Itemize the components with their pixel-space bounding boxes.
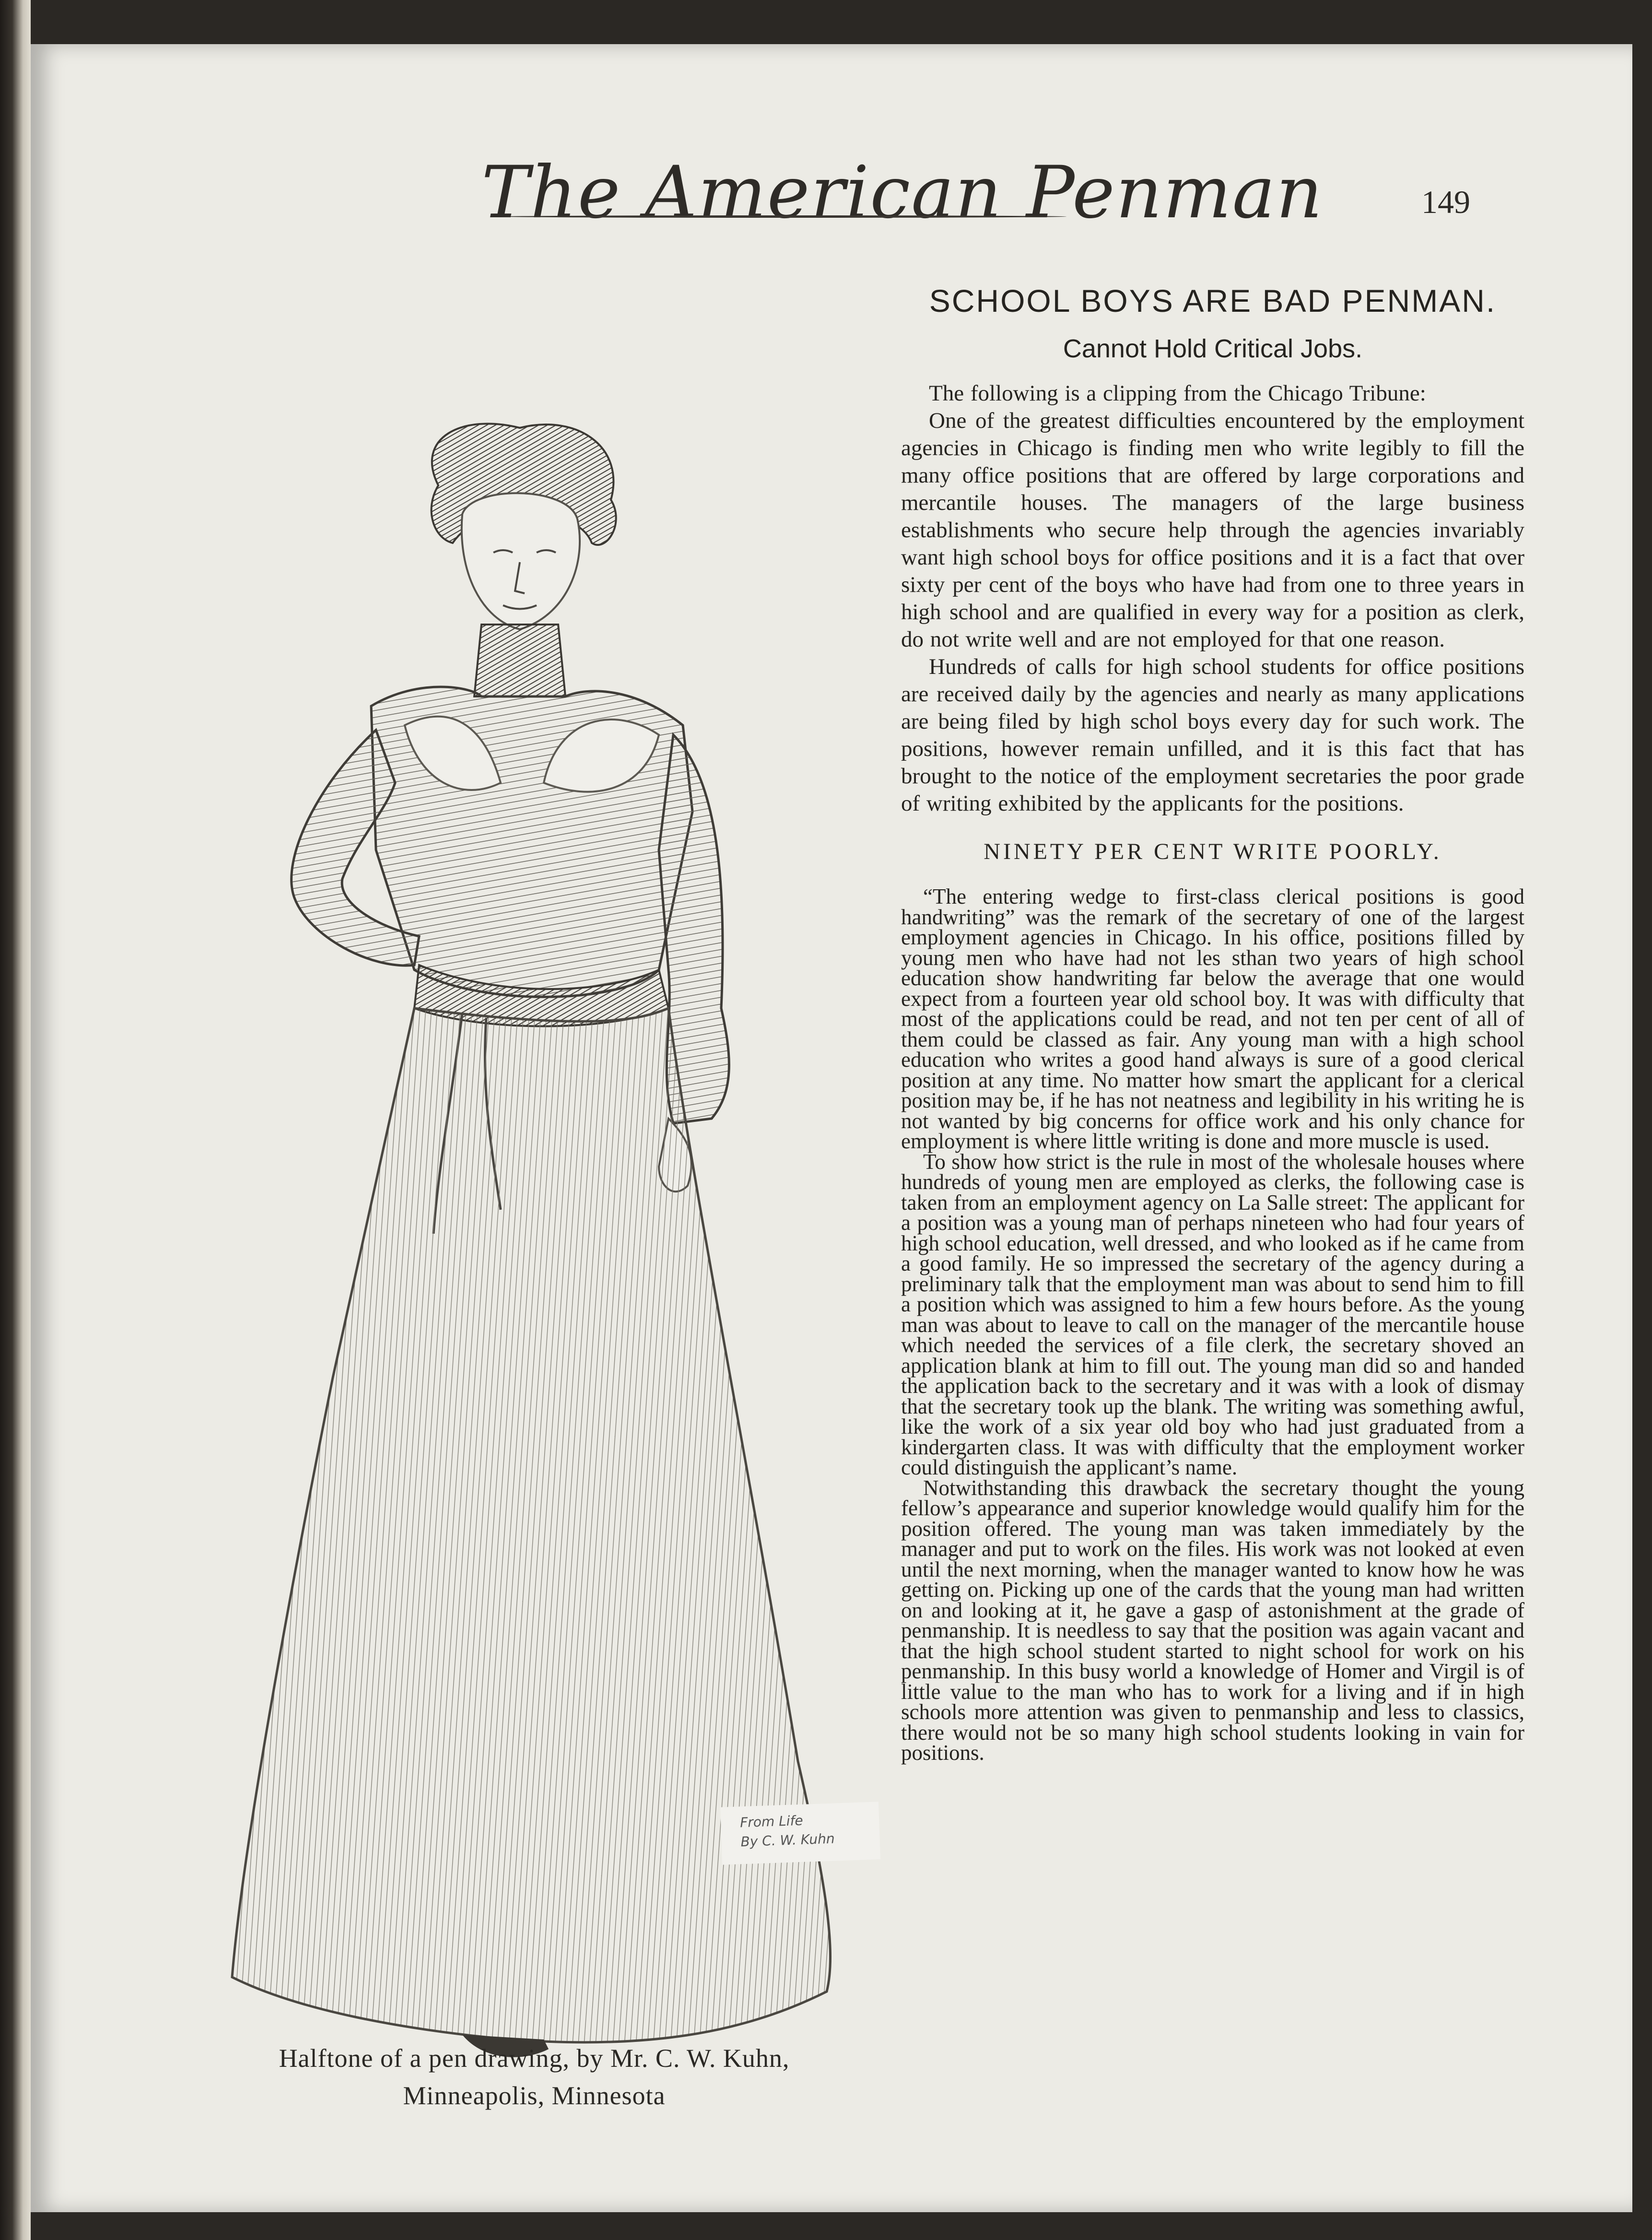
collar (474, 625, 565, 696)
article-subtitle: Cannot Hold Critical Jobs. (1063, 334, 1363, 363)
skirt (232, 1008, 831, 2042)
book-spine (0, 0, 31, 2240)
article-title: SCHOOL BOYS ARE BAD PENMAN. (929, 283, 1497, 318)
masthead-logo: The American Penman (481, 140, 1095, 246)
magazine-page (31, 44, 1632, 2212)
artist-signature: From Life By C. W. Kuhn (720, 1802, 880, 1864)
figure-caption (175, 2040, 894, 2114)
caption-line-1: Halftone of a pen drawing, by Mr. C. W. Kuhn, (279, 2044, 790, 2073)
intro-paragraph: One of the greatest difficulties encountered by the employment agencies in Chicago is finding men who write legibly to fill the many office positions that are offered by large corporations and mercantile houses. The managers of the large business establishments who secure help through the agencies invariably want high school boys for office positions and it is a fact that over sixty per cent of the boys who have had from one to three years in high school and are qualified in every way for a position as clerk, do not write well and are not employed for that one reason. (901, 408, 1524, 652)
page-number: 149 (1421, 184, 1470, 220)
body-paragraph: To show how strict is the rule in most of the wholesale houses where hundreds of young men are employed as clerks, the following case is taken from an employment agency on La Salle street: The applicant for a position was a young man of perhaps nineteen who had four years of high school education, well dressed, and who looked as if he came from a good family. He so impressed the secretary of the agency during a preliminary talk that the employment man was about to send him to fill a position which was assigned to him a few hours before. As the young man was about to leave to call on the manager of the mercantile house which needed the services of a file clerk, the secretary shoved an application blank at him to fill out. The young man did so and handed the application back to the secretary and it was with a look of dismay that the secretary took up the blank. The writing was something awful, like the work of a six year old boy who had just graduated from a kindergarten class. It was with difficulty that the employment worker could distinguish the applicant’s name. (901, 1149, 1524, 1479)
body-paragraph: “The entering wedge to first-class clerical positions is good handwriting” was the remark of the secretary of one of the largest employment agencies in Chicago. In his office, positions filled by young men who have had not les sthan two years of high school education show handwriting far below the average that one would expect from a fourteen year old school boy. It was with difficulty that most of the applications could be read, and not ten per cent of all of them could be classed as fair. Any young man with a high school education who writes a good hand always is sure of a good clerical position at any time. No matter how smart the applicant for a clerical position may be, if he has not neatness and legibility in his writing he is not wanted by big concerns for office work and his only chance for employment is where little writing is done and more muscle is used. (901, 884, 1524, 1153)
body-paragraph: Notwithstanding this drawback the secretary thought the young fellow’s appearance and superior knowledge would qualify him for the position offered. The young man was taken immediately by the manager and put to work on the files. His work was not looked at even until the next morning, when the manager wanted to know how he was getting on. Picking up one of the cards that the young man had written on and looking at it, he gave a gasp of astonishment at the grade of penmanship. It is needless to say that the position was again vacant and that the high school student started to night school for work on his penmanship. In this busy world a knowledge of Homer and Virgil is of little value to the man who has to work for a living and if in high schools more attention was given to penmanship and less to classics, there would not be so many high school students looking in vain for positions. (901, 1475, 1524, 1765)
intro-paragraph: Hundreds of calls for high school students for office positions are received daily by the agencies and nearly as many applications are being filed by high schol boys every day for such work. The positions, however remain unfilled, and it is this fact that has brought to the notice of the employment secretaries the poor grade of writing exhibited by the applicants for the positions. (901, 654, 1524, 816)
section-heading: NINETY PER CENT WRITE POORLY. (984, 839, 1442, 864)
article-column (901, 279, 1524, 1763)
intro-paragraph: The following is a clipping from the Chicago Tribune: (929, 381, 1426, 406)
caption-line-2: Minneapolis, Minnesota (403, 2081, 666, 2110)
